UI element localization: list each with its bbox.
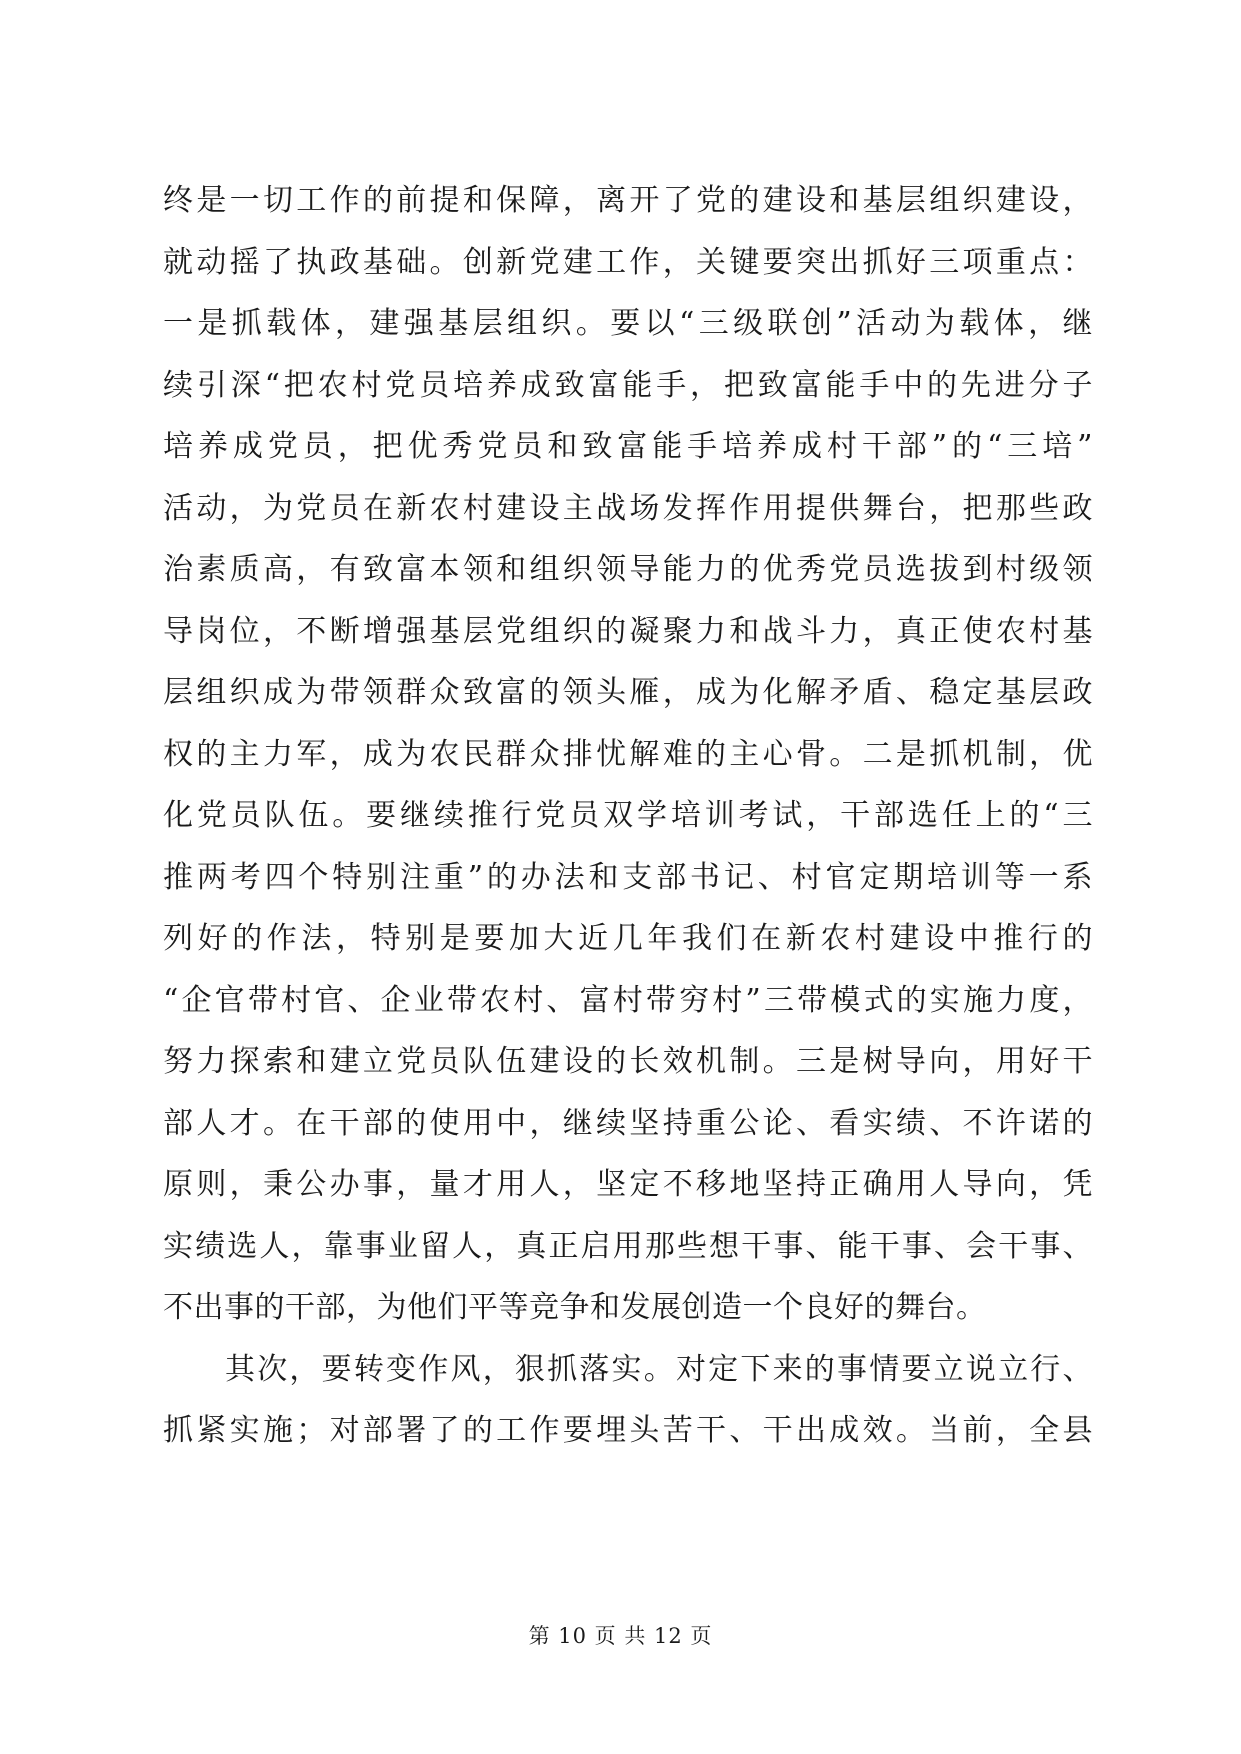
text-line: 就动摇了执政基础。创新党建工作，关键要突出抓好三项重点： bbox=[163, 244, 1093, 280]
text-line: 权的主力军，成为农民群众排忧解难的主心骨。二是抓机制，优 bbox=[163, 736, 1093, 772]
text-line: 层组织成为带领群众致富的领头雁，成为化解矛盾、稳定基层政 bbox=[163, 675, 1093, 710]
body-text bbox=[163, 170, 1093, 1462]
text-line: 活动，为党员在新农村建设主战场发挥作用提供舞台，把那些政 bbox=[163, 490, 1093, 526]
text-line: 其次，要转变作风，狠抓落实。对定下来的事情要立说立行、 bbox=[225, 1351, 1093, 1387]
text-line: 化党员队伍。要继续推行党员双学培训考试，干部选任上的“三 bbox=[163, 798, 1093, 833]
text-line: 抓紧实施；对部署了的工作要埋头苦干、干出成效。当前，全县 bbox=[163, 1413, 1093, 1448]
text-line: 续引深“把农村党员培养成致富能手，把致富能手中的先进分子 bbox=[163, 367, 1093, 403]
text-line: 终是一切工作的前提和保障，离开了党的建设和基层组织建设， bbox=[163, 183, 1093, 218]
text-line: 推两考四个特别注重”的办法和支部书记、村官定期培训等一系 bbox=[163, 859, 1093, 895]
text-line: 部人才。在干部的使用中，继续坚持重公论、看实绩、不许诺的 bbox=[163, 1105, 1093, 1141]
text-line: 不出事的干部，为他们平等竞争和发展创造一个良好的舞台。 bbox=[163, 1290, 987, 1325]
text-line: “企官带村官、企业带农村、富村带穷村”三带模式的实施力度， bbox=[163, 982, 1093, 1018]
text-line: 努力探索和建立党员队伍建设的长效机制。三是树导向，用好干 bbox=[163, 1044, 1093, 1079]
text-line: 一是抓载体，建强基层组织。要以“三级联创”活动为载体，继 bbox=[163, 306, 1093, 341]
text-line: 培养成党员，把优秀党员和致富能手培养成村干部”的“三培” bbox=[163, 429, 1093, 464]
page-number-footer: 第 10 页 共 12 页 bbox=[528, 1624, 713, 1648]
text-line: 导岗位，不断增强基层党组织的凝聚力和战斗力，真正使农村基 bbox=[163, 613, 1093, 649]
text-line: 原则，秉公办事，量才用人，坚定不移地坚持正确用人导向，凭 bbox=[163, 1167, 1093, 1202]
text-line: 实绩选人，靠事业留人，真正启用那些想干事、能干事、会干事、 bbox=[163, 1228, 1093, 1264]
text-line: 治素质高，有致富本领和组织领导能力的优秀党员选拔到村级领 bbox=[163, 552, 1093, 587]
text-line: 列好的作法，特别是要加大近几年我们在新农村建设中推行的 bbox=[163, 921, 1093, 956]
